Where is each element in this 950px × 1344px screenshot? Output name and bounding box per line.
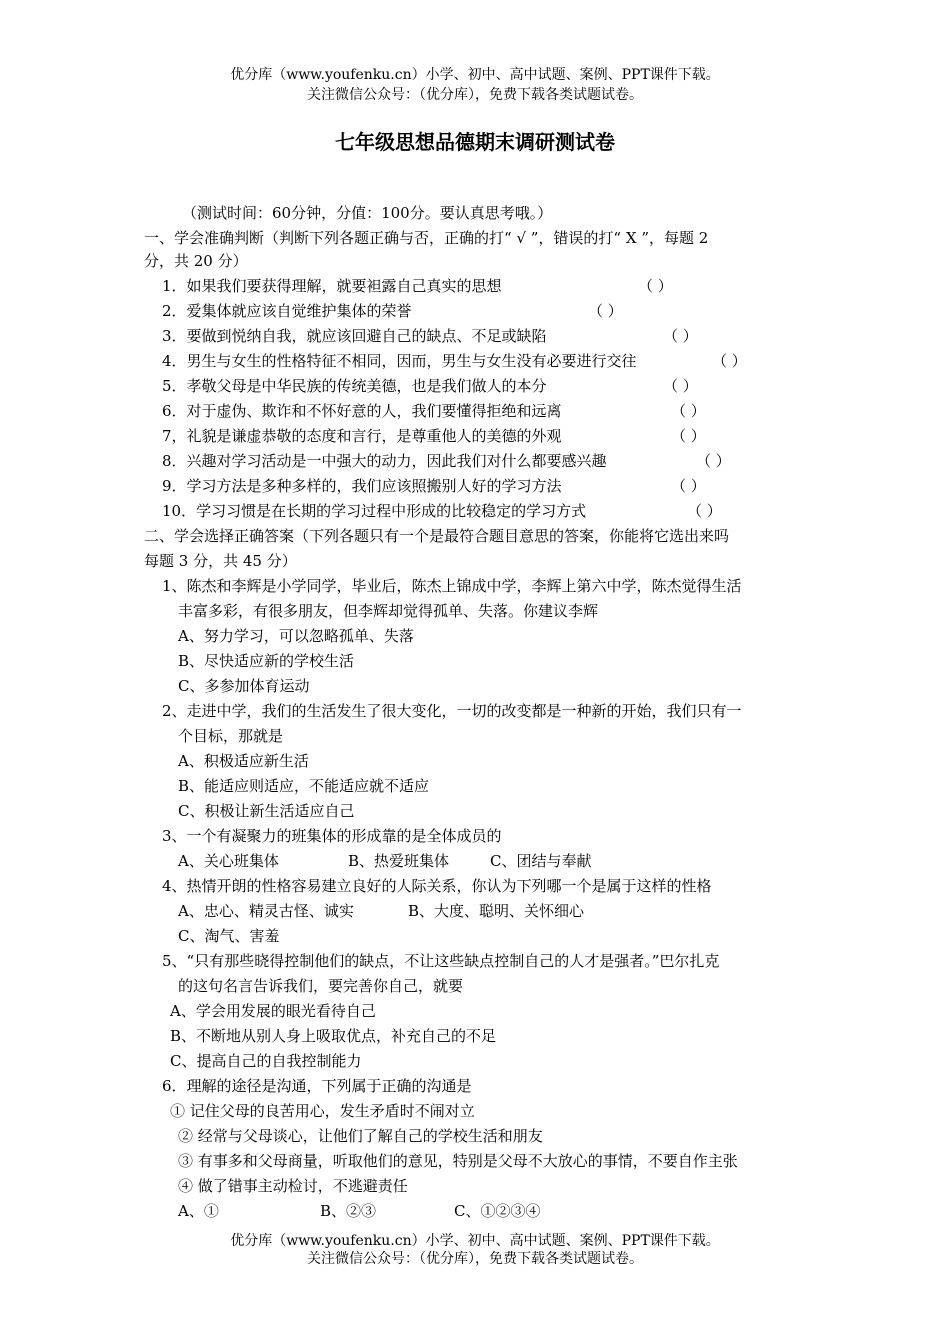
- q3-option-a[interactable]: A、关心班集体: [178, 852, 279, 870]
- section2-heading: 二、学会选择正确答案（下列各题只有一个是最符合题目意思的答案，你能将它选出来吗: [144, 527, 730, 545]
- answer-blank-4[interactable]: （ ）: [712, 352, 747, 370]
- q4-option-a[interactable]: A、忠心、精灵古怪、诚实: [178, 902, 354, 920]
- question-2: 2、走进中学，我们的生活发生了很大变化，一切的改变都是一种新的开始，我们只有一: [162, 702, 742, 720]
- judge-item-3: 3．要做到悦纳自我，就应该回避自己的缺点、不足或缺陷: [162, 327, 547, 345]
- question-1-cont: 丰富多彩，有很多朋友，但李辉却觉得孤单、失落。你建议李辉: [178, 602, 599, 620]
- judge-item-7: 7，礼貌是谦虚恭敬的态度和言行，是尊重他人的美德的外观: [162, 427, 562, 445]
- answer-blank-7[interactable]: （ ）: [671, 427, 706, 445]
- q6-option-c[interactable]: C、①②③④: [454, 1202, 541, 1220]
- section1-heading: 一、学会准确判断（判断下列各题正确与否，正确的打“ √ ”，错误的打“ Χ ”，每题 2: [144, 229, 709, 247]
- header-line-1: 优分库（www.youfenku.cn）小学、初中、高中试题、案例、PPT课件下载。: [230, 67, 720, 83]
- answer-blank-6[interactable]: （ ）: [671, 402, 706, 420]
- page-title: 七年级思想品德期末调研测试卷: [335, 130, 615, 154]
- footer-line-2: 关注微信公众号：（优分库），免费下载各类试题试卷。: [307, 1251, 643, 1267]
- header-line-2: 关注微信公众号：（优分库），免费下载各类试题试卷。: [307, 87, 643, 103]
- answer-blank-8[interactable]: （ ）: [696, 452, 731, 470]
- judge-item-10: 10．学习习惯是在长期的学习过程中形成的比较稳定的学习方式: [162, 502, 587, 520]
- q4-option-c[interactable]: C、淘气、害羞: [178, 927, 280, 945]
- section2-heading-cont: 每题 3 分，共 45 分）: [144, 552, 297, 570]
- question-4: 4、热情开朗的性格容易建立良好的人际关系，你认为下列哪一个是属于这样的性格: [162, 877, 712, 895]
- q6-statement-2: ② 经常与父母谈心，让他们了解自己的学校生活和朋友: [178, 1127, 543, 1145]
- question-6: 6．理解的途径是沟通，下列属于正确的沟通是: [162, 1077, 472, 1095]
- q2-option-c[interactable]: C、积极让新生活适应自己: [178, 802, 355, 820]
- q3-option-c[interactable]: C、团结与奉献: [490, 852, 592, 870]
- question-5: 5、“只有那些晓得控制他们的缺点，不让这些缺点控制自己的人才是强者。”巴尔扎克: [162, 952, 720, 970]
- judge-item-8: 8．兴趣对学习活动是一中强大的动力，因此我们对什么都要感兴趣: [162, 452, 607, 470]
- test-info: （测试时间：60分钟，分值：100分。要认真思考哦。）: [182, 204, 553, 222]
- section1-heading-cont: 分，共 20 分）: [144, 252, 248, 270]
- answer-blank-1[interactable]: （ ）: [638, 277, 673, 295]
- answer-blank-5[interactable]: （ ）: [663, 377, 698, 395]
- q1-option-b[interactable]: B、尽快适应新的学校生活: [178, 652, 355, 670]
- question-1: 1、陈杰和李辉是小学同学，毕业后，陈杰上锦成中学，李辉上第六中学，陈杰觉得生活: [162, 577, 742, 595]
- q3-option-b[interactable]: B、热爱班集体: [348, 852, 450, 870]
- answer-blank-10[interactable]: （ ）: [687, 502, 722, 520]
- judge-item-6: 6．对于虚伪、欺诈和不怀好意的人，我们要懂得拒绝和远离: [162, 402, 562, 420]
- footer-line-1: 优分库（www.youfenku.cn）小学、初中、高中试题、案例、PPT课件下载。: [230, 1233, 720, 1249]
- judge-item-4: 4．男生与女生的性格特征不相同，因而，男生与女生没有必要进行交往: [162, 352, 637, 370]
- q5-option-a[interactable]: A、学会用发展的眼光看待自己: [170, 1002, 376, 1020]
- q6-option-a[interactable]: A、①: [178, 1202, 219, 1220]
- judge-item-1: 1．如果我们要获得理解，就要袒露自己真实的思想: [162, 277, 502, 295]
- answer-blank-3[interactable]: （ ）: [663, 327, 698, 345]
- q6-statement-3: ③ 有事多和父母商量，听取他们的意见，特别是父母不大放心的事情，不要自作主张: [178, 1152, 738, 1170]
- question-5-cont: 的这句名言告诉我们，要完善你自己，就要: [178, 977, 464, 995]
- q1-option-a[interactable]: A、努力学习，可以忽略孤单、失落: [178, 627, 414, 645]
- q2-option-a[interactable]: A、积极适应新生活: [178, 752, 309, 770]
- q6-statement-1: ① 记住父母的良苦用心，发生矛盾时不闹对立: [170, 1102, 475, 1120]
- question-3: 3、一个有凝聚力的班集体的形成靠的是全体成员的: [162, 827, 502, 845]
- judge-item-5: 5．孝敬父母是中华民族的传统美德，也是我们做人的本分: [162, 377, 547, 395]
- q6-option-b[interactable]: B、②③: [320, 1202, 377, 1220]
- q1-option-c[interactable]: C、多参加体育运动: [178, 677, 310, 695]
- answer-blank-9[interactable]: （ ）: [671, 477, 706, 495]
- q2-option-b[interactable]: B、能适应则适应，不能适应就不适应: [178, 777, 430, 795]
- question-2-cont: 个目标，那就是: [178, 727, 284, 745]
- q4-option-b[interactable]: B、大度、聪明、关怀细心: [408, 902, 585, 920]
- judge-item-2: 2．爱集体就应该自觉维护集体的荣誉: [162, 302, 412, 320]
- judge-item-9: 9．学习方法是多种多样的，我们应该照搬别人好的学习方法: [162, 477, 562, 495]
- q5-option-b[interactable]: B、不断地从别人身上吸取优点，补充自己的不足: [170, 1027, 497, 1045]
- answer-blank-2[interactable]: （ ）: [588, 302, 623, 320]
- q5-option-c[interactable]: C、提高自己的自我控制能力: [170, 1052, 362, 1070]
- q6-statement-4: ④ 做了错事主动检讨，不逃避责任: [178, 1177, 408, 1195]
